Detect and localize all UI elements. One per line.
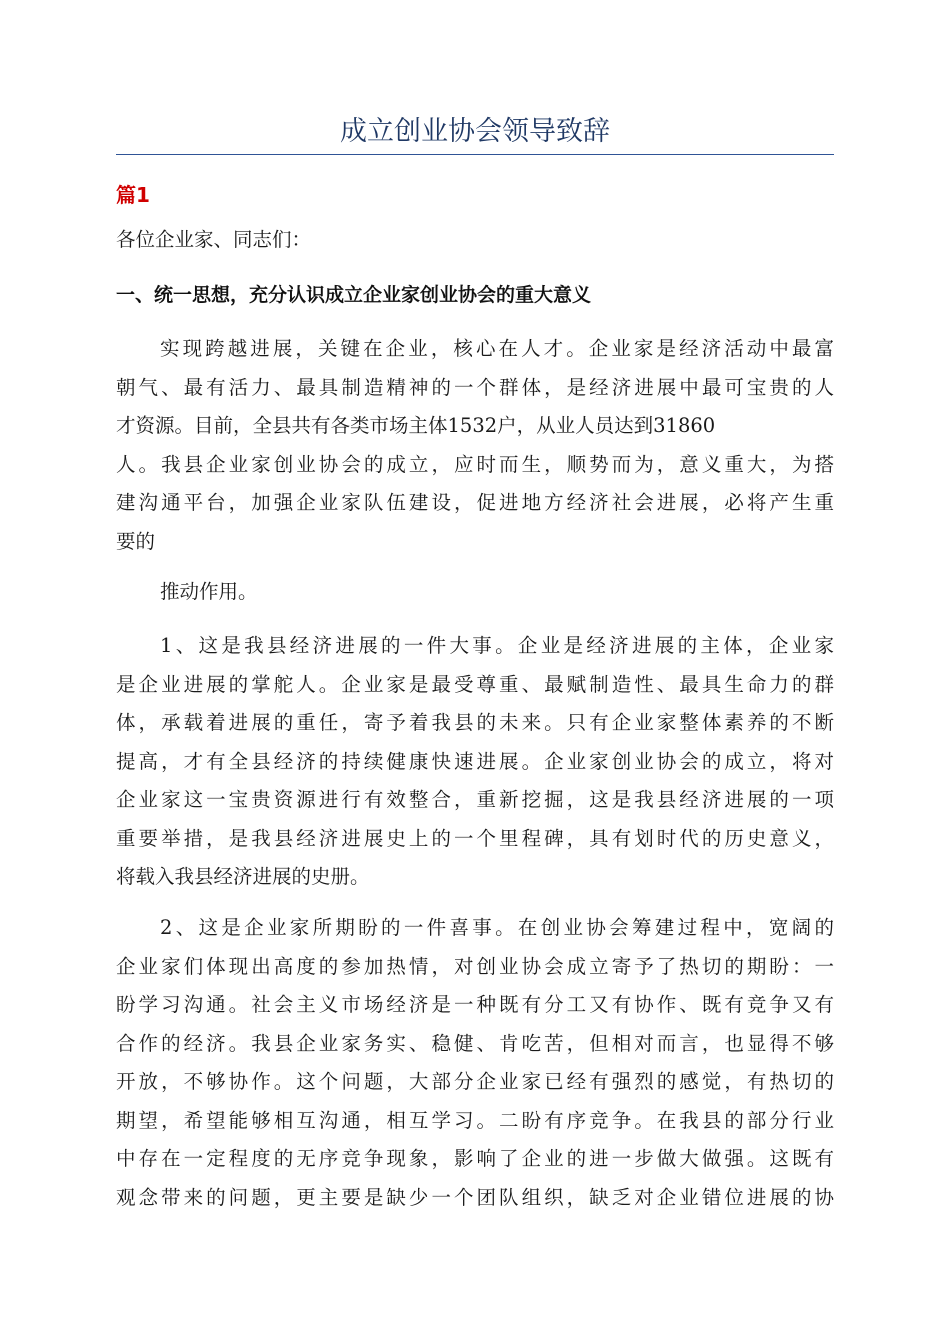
- paragraph-line: 体，承载着进展的重任，寄予着我县的未来。只有企业家整体素养的不断: [116, 711, 834, 734]
- section-label: 篇1: [116, 183, 150, 207]
- paragraph-line: 是企业进展的掌舵人。企业家是最受尊重、最赋制造性、最具生命力的群: [116, 672, 834, 696]
- paragraph-line: 将载入我县经济进展的史册。: [116, 865, 370, 888]
- paragraph-4: [116, 909, 834, 1217]
- title-underline: [116, 154, 834, 155]
- paragraph-line: 重要举措，是我县经济进展史上的一个里程碑，具有划时代的历史意义，: [116, 826, 834, 850]
- paragraph-line: 观念带来的问题，更主要是缺少一个团队组织，缺乏对企业错位进展的协: [116, 1185, 834, 1209]
- paragraph-line: 企业家这一宝贵资源进行有效整合，重新挖掘，这是我县经济进展的一项: [116, 788, 834, 811]
- paragraph-line: 提高，才有全县经济的持续健康快速进展。企业家创业协会的成立，将对: [116, 749, 834, 773]
- heading-1: 一、统一思想，充分认识成立企业家创业协会的重大意义: [116, 284, 592, 306]
- paragraph-line: 要的: [116, 529, 156, 553]
- paragraph-line: 期望，希望能够相互沟通，相互学习。二盼有序竞争。在我县的部分行业: [116, 1108, 834, 1132]
- paragraph-line: 人。我县企业家创业协会的成立，应时而生，顺势而为，意义重大，为搭: [116, 452, 834, 476]
- paragraph-line: 盼学习沟通。社会主义市场经济是一种既有分工又有协作、既有竞争又有: [116, 993, 834, 1016]
- paragraph-line: 企业家们体现出高度的参加热情，对创业协会成立寄予了热切的期盼：一: [116, 954, 834, 978]
- paragraph-line: 1、这是我县经济进展的一件大事。企业是经济进展的主体，企业家: [160, 634, 834, 657]
- paragraph-line: 推动作用。: [160, 580, 258, 603]
- paragraph-2: [116, 573, 834, 612]
- paragraph-line: 合作的经济。我县企业家务实、稳健、肯吃苦，但相对而言，也显得不够: [116, 1031, 834, 1055]
- salutation: [116, 221, 834, 260]
- paragraph-line: 实现跨越进展，关键在企业，核心在人才。企业家是经济活动中最富: [160, 337, 834, 360]
- document-title: 成立创业协会领导致辞: [340, 116, 610, 147]
- paragraph-3: [116, 627, 834, 897]
- paragraph-line: 朝气、最有活力、最具制造精神的一个群体，是经济进展中最可宝贵的人: [116, 375, 834, 399]
- salutation-text: 各位企业家、同志们：: [116, 228, 312, 251]
- paragraph-line: 才资源。目前，全县共有各类市场主体1532户，从业人员达到31860: [116, 414, 716, 437]
- paragraph-line: 中存在一定程度的无序竞争现象，影响了企业的进一步做大做强。这既有: [116, 1147, 834, 1170]
- paragraph-line: 开放，不够协作。这个问题，大部分企业家已经有强烈的感觉，有热切的: [116, 1070, 834, 1093]
- paragraph-1: [116, 330, 834, 561]
- paragraph-line: 2、这是企业家所期盼的一件喜事。在创业协会筹建过程中，宽阔的: [160, 916, 834, 939]
- paragraph-line: 建沟通平台，加强企业家队伍建设，促进地方经济社会进展，必将产生重: [116, 491, 834, 514]
